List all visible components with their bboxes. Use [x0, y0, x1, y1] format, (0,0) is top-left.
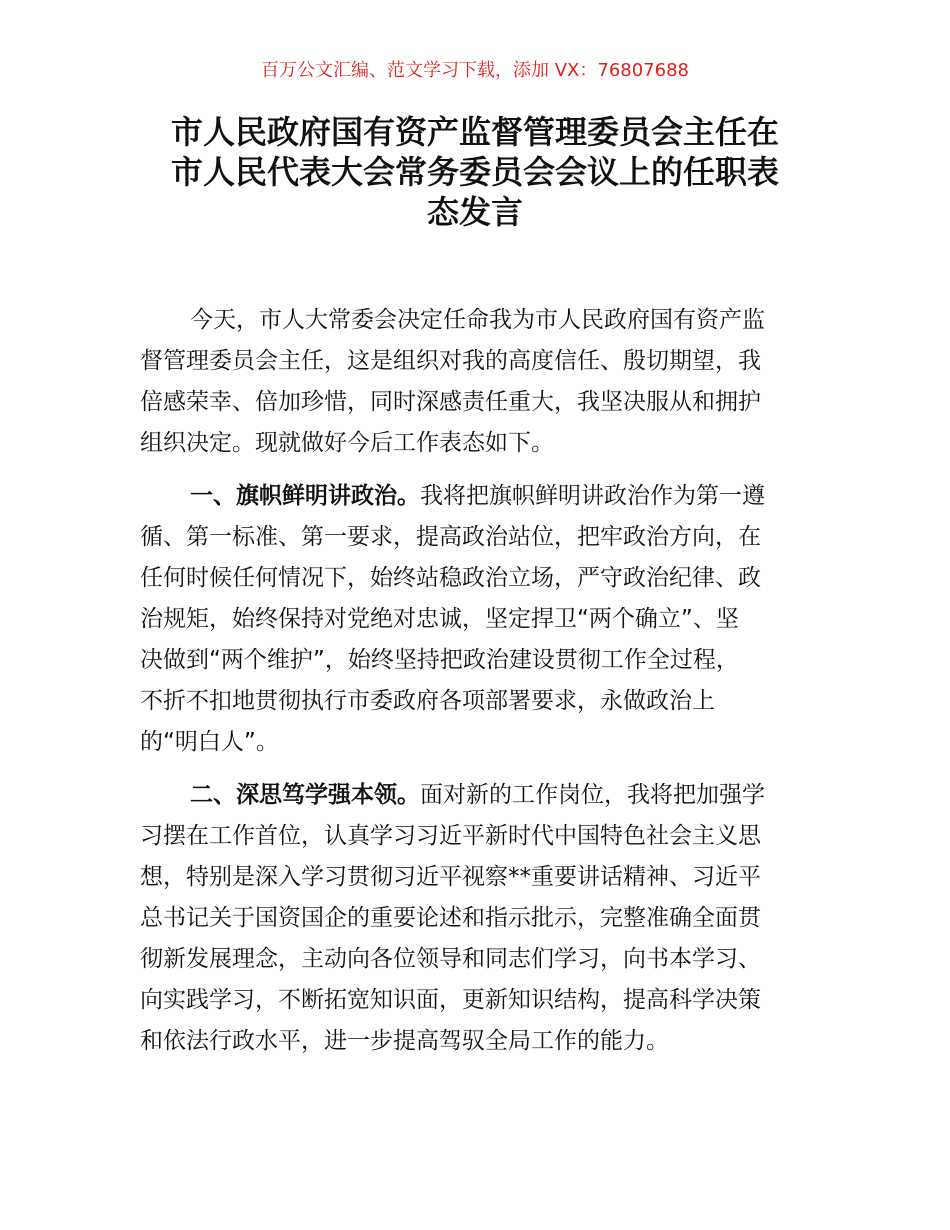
line-text: 治规矩，始终保持对党绝对忠诚，坚定捍卫“两个确立”、坚 — [140, 606, 739, 632]
line-text: 今天，市人大常委会决定任命我为市人民政府国有资产监 — [190, 307, 765, 333]
line-text: 总书记关于国资国企的重要论述和指示批示，完整准确全面贯 — [140, 905, 761, 931]
text-line — [140, 898, 820, 939]
line-text: 的“明白人”。 — [140, 729, 279, 755]
text-line — [140, 980, 820, 1021]
text-line — [140, 300, 820, 341]
document-title — [100, 112, 850, 232]
text-line — [140, 939, 820, 980]
line-text: 习摆在工作首位，认真学习习近平新时代中国特色社会主义思 — [140, 823, 761, 849]
line-text: 决做到“两个维护”，始终坚持把政治建设贯彻工作全过程， — [140, 647, 739, 673]
text-line — [140, 722, 820, 763]
line-text: 彻新发展理念，主动向各位领导和同志们学习，向书本学习、 — [140, 946, 761, 972]
text-line — [140, 816, 820, 857]
text-line — [140, 382, 820, 423]
text-line — [140, 1021, 820, 1062]
line-text: 循、第一标准、第一要求，提高政治站位，把牢政治方向，在 — [140, 524, 761, 550]
text-line — [140, 341, 820, 382]
line-text: 任何时候任何情况下，始终站稳政治立场，严守政治纪律、政 — [140, 565, 761, 591]
line-text: 向实践学习，不断拓宽知识面，更新知识结构，提高科学决策 — [140, 987, 761, 1013]
title-line: 市人民代表大会常务委员会会议上的任职表 — [170, 153, 779, 191]
text-line — [140, 681, 820, 722]
text-line — [140, 775, 820, 816]
watermark-banner: 百万公文汇编、范文学习下载，添加 VX：76807688 — [261, 60, 689, 81]
section-heading: 一、旗帜鲜明讲政治。 — [190, 483, 420, 509]
paragraph — [140, 300, 820, 464]
paragraph — [140, 775, 820, 1062]
line-text: 不折不扣地贯彻执行市委政府各项部署要求，永做政治上 — [140, 688, 715, 714]
paragraph — [140, 476, 820, 763]
line-text: 组织决定。现就做好今后工作表态如下。 — [140, 430, 554, 456]
line-text: 倍感荣幸、倍加珍惜，同时深感责任重大，我坚决服从和拥护 — [140, 389, 761, 415]
text-line — [140, 640, 820, 681]
text-line — [140, 423, 820, 464]
title-line: 态发言 — [426, 193, 523, 231]
title-line: 市人民政府国有资产监督管理委员会主任在 — [170, 113, 779, 151]
line-text: 我将把旗帜鲜明讲政治作为第一遵 — [420, 483, 765, 509]
text-line — [140, 599, 820, 640]
text-line — [140, 857, 820, 898]
line-text: 想，特别是深入学习贯彻习近平视察**重要讲话精神、习近平 — [140, 864, 761, 890]
text-line — [140, 517, 820, 558]
text-line — [140, 476, 820, 517]
line-text: 面对新的工作岗位，我将把加强学 — [420, 782, 765, 808]
line-text: 和依法行政水平，进一步提高驾驭全局工作的能力。 — [140, 1028, 669, 1054]
line-text: 督管理委员会主任，这是组织对我的高度信任、殷切期望，我 — [140, 348, 761, 374]
text-line — [140, 558, 820, 599]
document-body — [140, 300, 820, 1074]
section-heading: 二、深思笃学强本领。 — [190, 782, 420, 808]
